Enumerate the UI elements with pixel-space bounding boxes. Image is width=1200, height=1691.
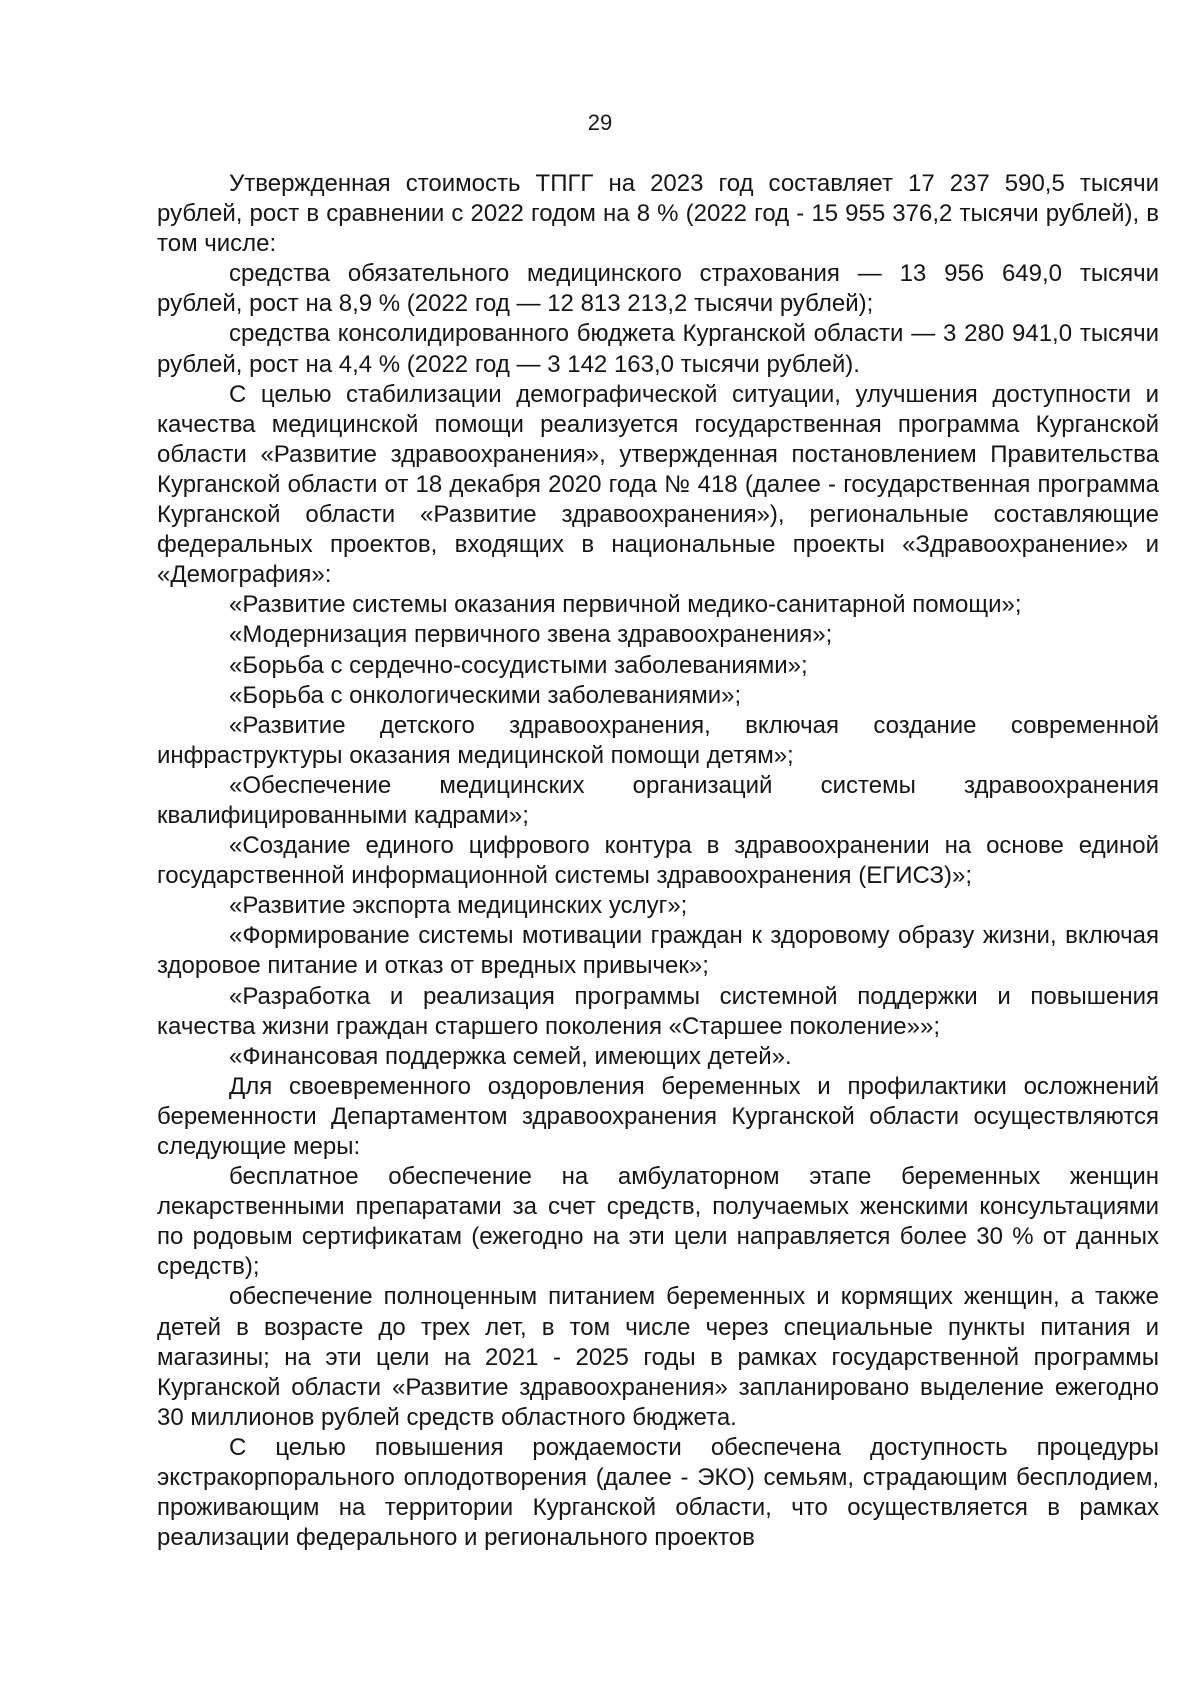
list-item-project: «Модернизация первичного звена здравоохранения»; bbox=[229, 621, 833, 649]
paragraph-state-program: С целью стабилизации демографической ситуации, улучшения доступности и качества медицинской помощи реализуется государственная программа Курганской области «Развитие здравоохранения», утвержденная постановлением Правительства Курганской области от 18 декабря 2020 года № 418 (далее - государственная программа Курганской области «Развитие здравоохранения»), региональные составляющие федеральных проектов, входящих в национальные проекты «Здравоохранение» и «Демография»: bbox=[157, 380, 1159, 589]
paragraph-budget-funds: средства консолидированного бюджета Курганской области — 3 280 941,0 тысячи рублей, рост на 4,4 % (2022 год — 3 142 163,0 тысячи рублей). bbox=[157, 320, 1159, 378]
paragraph-nutrition: обеспечение полноценным питанием беременных и кормящих женщин, а также детей в возрасте до трех лет, в том числе через специальные пункты питания и магазины; на эти цели на 2021 - 2025 годы в рамках государственной программы Курганской области «Развитие здравоохранения» запланировано выделение ежегодно 30 миллионов рублей средств областного бюджета. bbox=[157, 1283, 1159, 1431]
paragraph-pregnancy-measures: Для своевременного оздоровления беременных и профилактики осложнений беременности Департаментом здравоохранения Курганской области осуществляются следующие меры: bbox=[157, 1072, 1159, 1160]
list-item-project: «Развитие детского здравоохранения, включая создание современной инфраструктуры оказания медицинской помощи детям»; bbox=[157, 711, 1159, 769]
document-body bbox=[157, 169, 1159, 1553]
paragraph-oms-funds: средства обязательного медицинского страхования — 13 956 649,0 тысячи рублей, рост на 8,9 % (2022 год — 12 813 213,2 тысячи рублей); bbox=[157, 260, 1159, 318]
paragraph-tpgg-cost: Утвержденная стоимость ТПГГ на 2023 год составляет 17 237 590,5 тысячи рублей, рост в сравнении с 2022 годом на 8 % (2022 год - 15 955 376,2 тысячи рублей), в том числе: bbox=[157, 170, 1159, 258]
page-number: 29 bbox=[587, 110, 613, 135]
list-item-project: «Создание единого цифрового контура в здравоохранении на основе единой государственной информационной системы здравоохранения (ЕГИСЗ)»; bbox=[157, 832, 1159, 890]
list-item-project: «Финансовая поддержка семей, имеющих детей». bbox=[229, 1042, 792, 1070]
list-item-project: «Формирование системы мотивации граждан к здоровому образу жизни, включая здоровое питание и отказ от вредных привычек»; bbox=[157, 922, 1159, 980]
list-item-project: «Развитие системы оказания первичной медико-санитарной помощи»; bbox=[229, 591, 1022, 619]
list-item-project: «Борьба с сердечно-сосудистыми заболеваниями»; bbox=[229, 651, 808, 679]
paragraph-free-medication: бесплатное обеспечение на амбулаторном этапе беременных женщин лекарственными препаратами за счет средств, получаемых женскими консультациями по родовым сертификатам (ежегодно на эти цели направляется более 30 % от данных средств); bbox=[157, 1163, 1159, 1281]
list-item-project: «Обеспечение медицинских организаций системы здравоохранения квалифицированными кадрами»; bbox=[157, 771, 1159, 829]
list-item-project: «Борьба с онкологическими заболеваниями»; bbox=[229, 681, 742, 709]
paragraph-eco-procedure: С целью повышения рождаемости обеспечена доступность процедуры экстракорпорального оплодотворения (далее - ЭКО) семьям, страдающим бесплодием, проживающим на территории Курганской области, что осуществляется в рамках реализации федерального и регионального проектов bbox=[157, 1433, 1159, 1552]
list-item-project: «Развитие экспорта медицинских услуг»; bbox=[229, 892, 688, 920]
list-item-project: «Разработка и реализация программы системной поддержки и повышения качества жизни граждан старшего поколения «Старшее поколение»»; bbox=[157, 982, 1159, 1040]
